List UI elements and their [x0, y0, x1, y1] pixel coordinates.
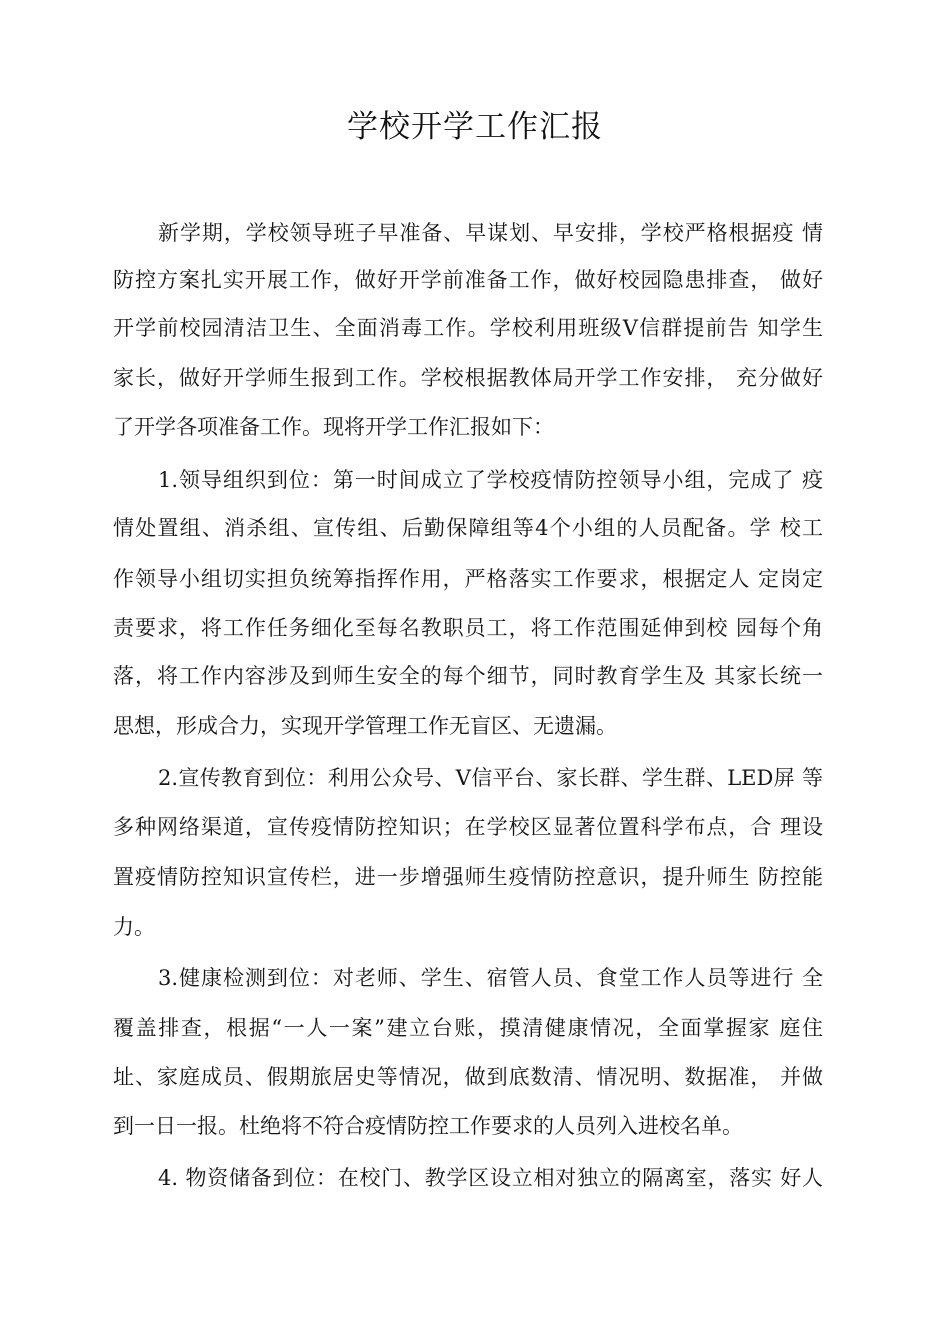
text-line-5: 了开学各项准备工作。现将开学工作汇报如下：: [113, 415, 554, 439]
text-line-20: 4. 物资储备到位：在校门、教学区设立相对独立的隔离室，落实 好人: [158, 1166, 823, 1190]
text-line-1: 新学期，学校领导班子早准备、早谋划、早安排，学校严格根据疫 情: [158, 221, 823, 245]
text-line-18: 址、家庭成员、假期旅居史等情况，做到底数清、情况明、数据准， 并做: [113, 1065, 823, 1089]
text-line-7: 情处置组、消杀组、宣传组、后勤保障组等4个小组的人员配备。学 校工: [113, 516, 823, 540]
text-line-17: 覆盖排查，根据“一人一案”建立台账，摸清健康情况，全面掌握家 庭住: [113, 1016, 823, 1040]
text-line-16: 3.健康检测到位：对老师、学生、宿管人员、食堂工作人员等进行 全: [158, 966, 823, 990]
text-line-4: 家长，做好开学师生报到工作。学校根据教体局开学工作安排， 充分做好: [113, 366, 823, 390]
text-line-2: 防控方案扎实开展工作，做好开学前准备工作，做好校园隐患排查， 做好: [113, 268, 823, 292]
text-line-13: 多种网络渠道，宣传疫情防控知识；在学校区显著位置科学布点，合 理设: [113, 815, 823, 839]
text-line-11: 思想，形成合力，实现开学管理工作无盲区、无遗漏。: [113, 714, 617, 738]
text-line-14: 置疫情防控知识宣传栏，进一步增强师生疫情防控意识，提升师生 防控能: [113, 865, 823, 889]
document-title: 学校开学工作汇报: [347, 109, 603, 145]
text-line-15: 力。: [113, 915, 155, 939]
text-line-8: 作领导小组切实担负统筹指挥作用，严格落实工作要求，根据定人 定岗定: [113, 567, 823, 591]
text-line-19: 到一日一报。杜绝将不符合疫情防控工作要求的人员列入进校名单。: [113, 1114, 743, 1138]
text-line-6: 1.领导组织到位：第一时间成立了学校疫情防控领导小组，完成了 疫: [158, 468, 823, 492]
text-line-12: 2.宣传教育到位：利用公众号、V信平台、家长群、学生群、LED屏 等: [158, 766, 823, 790]
text-line-3: 开学前校园清洁卫生、全面消毒工作。学校利用班级V信群提前告 知学生: [113, 316, 823, 340]
text-line-10: 落，将工作内容涉及到师生安全的每个细节，同时教育学生及 其家长统一: [113, 664, 823, 688]
text-line-9: 责要求，将工作任务细化至每名教职员工，将工作范围延伸到校 园每个角: [113, 616, 823, 640]
